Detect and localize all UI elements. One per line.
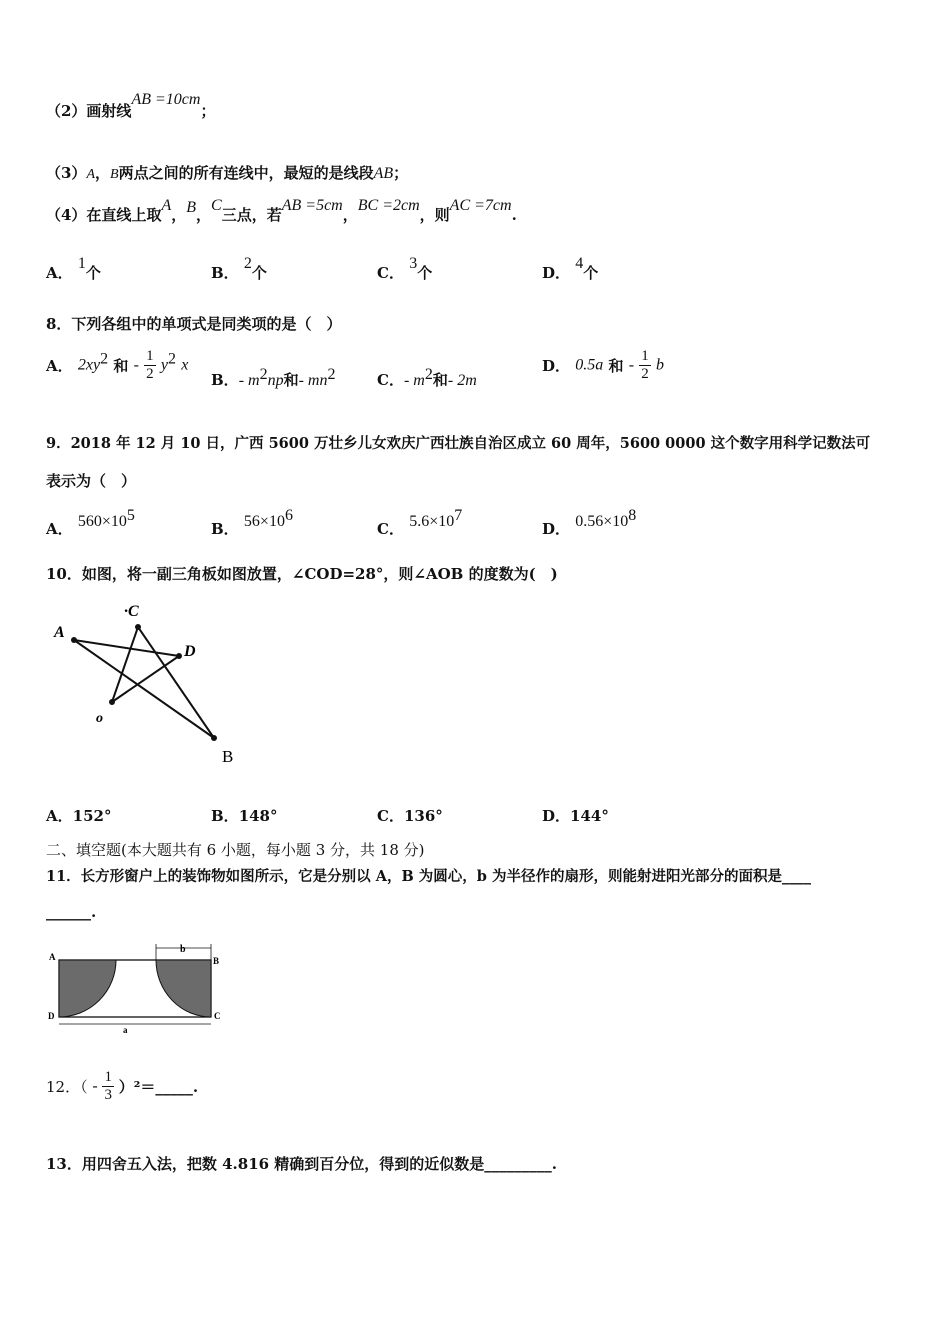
q7-item-2: （2）画射线AB =10cm； [46, 91, 216, 120]
q11-stem-line2: ______. [46, 903, 97, 921]
q9-option-b[interactable]: B． $56\times 10^6$ [211, 507, 293, 538]
q8-stem: 8．下列各组中的单项式是同类项的是（ ） [46, 315, 342, 333]
q7-item-3: （3）A，B两点之间的所有连线中，最短的是线段AB； [46, 164, 409, 182]
q10-option-c[interactable]: C．136° [377, 807, 443, 825]
left-sector [59, 960, 116, 1017]
label-b: B [222, 747, 234, 766]
label-a: A [49, 952, 56, 962]
label-c: ·C [124, 603, 139, 620]
point-a [71, 637, 77, 643]
q11-window-figure [44, 940, 234, 1036]
q7-option-a[interactable]: A． 1个 [46, 255, 101, 282]
q8-option-a[interactable]: A． $2xy^2$ 和 - $\frac{1}{2}$ $y^2$ x [46, 348, 189, 382]
label-a-length: a [123, 1025, 128, 1035]
q13-question: 13．用四舍五入法，把数 4.816 精确到百分位，得到的近似数是_________. [46, 1155, 558, 1173]
line-c-o [112, 627, 138, 702]
q9-stem-line2: 表示为（ ） [46, 472, 137, 490]
q7-option-b[interactable]: B． 2个 [211, 255, 267, 282]
label-b-length: b [180, 944, 186, 955]
q10-triangle-figure [46, 596, 256, 774]
point-o [109, 699, 115, 705]
label-o: o [96, 711, 103, 726]
line-a-d [74, 640, 179, 656]
section-2-heading: 二、填空题(本大题共有 6 小题，每小题 3 分，共 18 分) [46, 841, 425, 859]
label-d: D [184, 643, 196, 660]
q9-option-a[interactable]: A． $560\times 10^5$ [46, 507, 135, 538]
q9-stem-line1: 9．2018 年 12 月 10 日，广西 5600 万壮乡儿女欢庆广西壮族自治区成立 60 周年，5600 0000 这个数字用科学记数法可 [46, 435, 871, 452]
point-c [135, 624, 141, 630]
q7-item-4: （4）在直线上取A，B，C三点，若AB =5cm，BC =2cm，则AC =7cm. [46, 197, 517, 224]
line-o-d [112, 656, 179, 702]
right-sector [156, 960, 211, 1017]
label-a: A [54, 624, 65, 641]
q12-question: 12．（ - $\frac{1}{3}$ ）²＝_____. [46, 1069, 199, 1103]
line-c-b [138, 627, 214, 738]
q10-option-b[interactable]: B．148° [211, 807, 278, 825]
q7-option-d[interactable]: D． 4个 [542, 255, 599, 282]
q9-option-d[interactable]: D． $0.56\times 10^8$ [542, 507, 637, 538]
q9-option-c[interactable]: C． $5.6\times 10^7$ [377, 507, 463, 538]
label-b-corner: B [213, 956, 220, 966]
label-c: C [214, 1011, 221, 1021]
q8-option-b[interactable]: B．- $m^2np$和- $mn^2$ [211, 366, 336, 389]
point-b [211, 735, 217, 741]
q11-stem-line1: 11．长方形窗户上的装饰物如图所示，它是分别以 A，B 为圆心，b 为半径作的扇形，则能射进阳光部分的面积是____ [46, 868, 811, 885]
q10-stem: 10．如图，将一副三角板如图放置，∠COD=28°，则∠AOB 的度数为( ) [46, 565, 558, 583]
q8-option-c[interactable]: C．- $m^2$和- 2m [377, 366, 477, 389]
q10-option-a[interactable]: A．152° [46, 807, 112, 825]
q7-option-c[interactable]: C． 3个 [377, 255, 433, 282]
label-d: D [48, 1011, 55, 1021]
point-d [176, 653, 182, 659]
q8-option-d[interactable]: D． 0.5a 和 - $\frac{1}{2}$ b [542, 348, 665, 382]
q10-option-d[interactable]: D．144° [542, 807, 609, 825]
